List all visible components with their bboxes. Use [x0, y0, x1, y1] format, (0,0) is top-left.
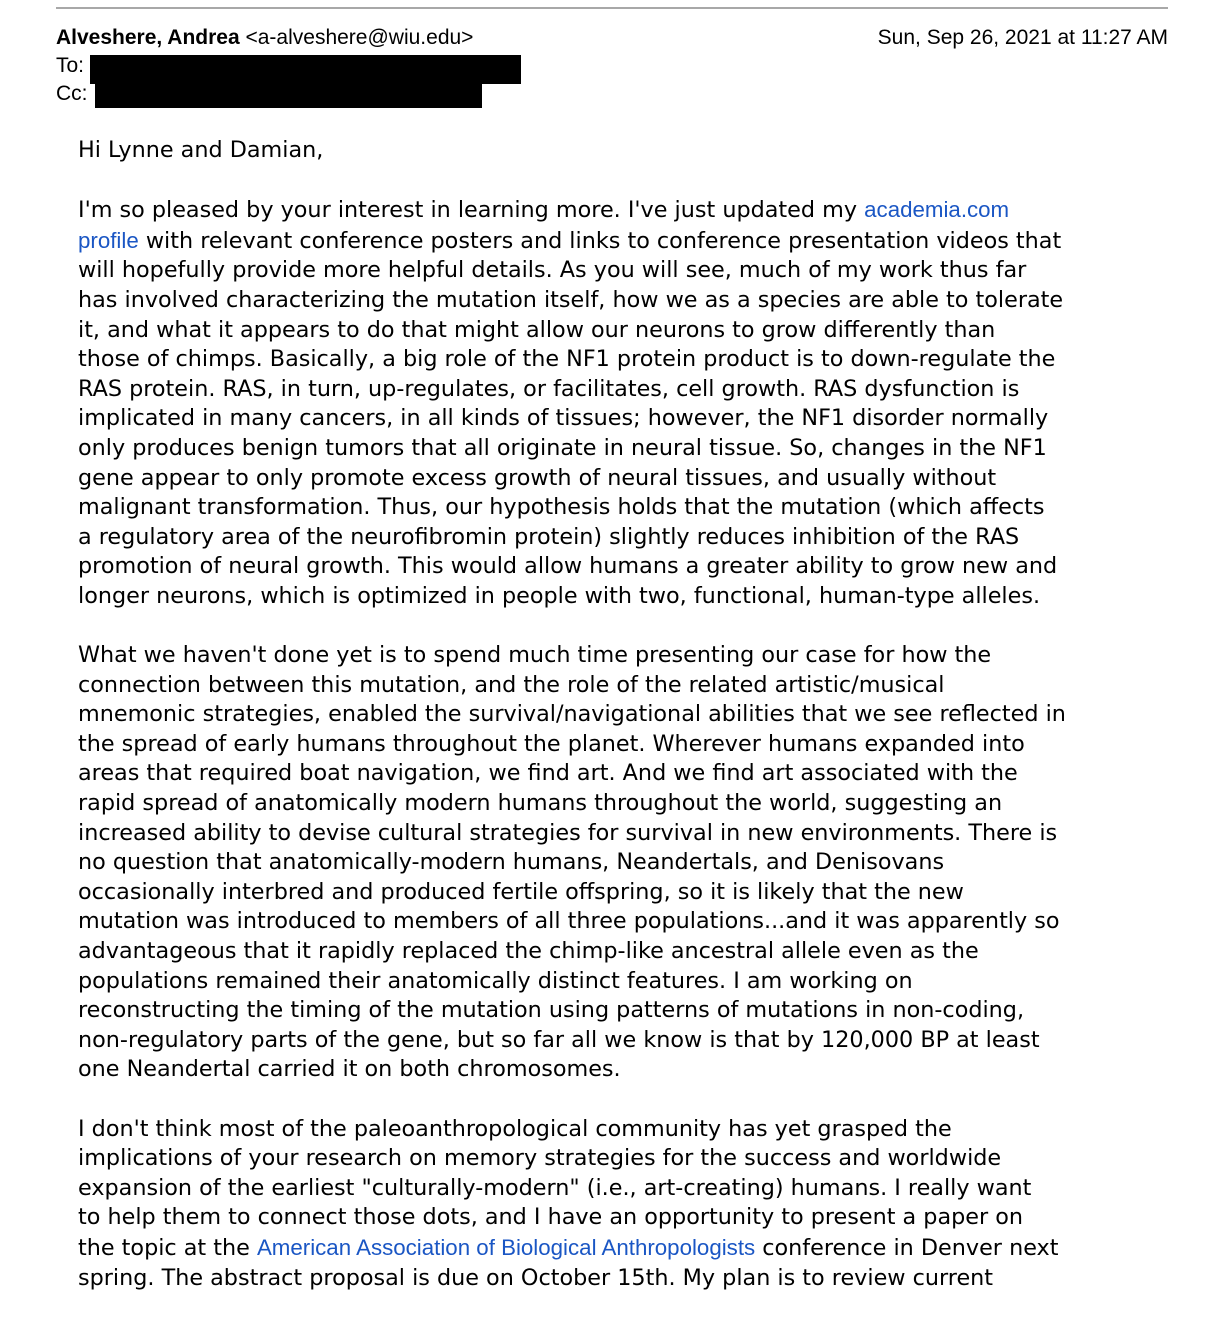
body-line: malignant transformation. Thus, our hypothesis holds that the mutation (which affects: [78, 494, 1045, 521]
academia-profile-link-cont[interactable]: profile: [78, 227, 139, 253]
greeting-line: Hi Lynne and Damian,: [78, 137, 324, 163]
body-line: to help them to connect those dots, and I have an opportunity to present a paper on: [78, 1204, 1024, 1231]
body-line: promotion of neural growth. This would allow humans a greater ability to grow new and: [78, 553, 1058, 580]
cc-label: Cc:: [56, 82, 88, 105]
from-row: [56, 24, 1168, 52]
body-line: the spread of early humans throughout the planet. Wherever humans expanded into: [78, 730, 1025, 757]
body-line: [78, 195, 1178, 226]
body-line: occasionally interbred and produced fertile offspring, so it is likely that the new: [78, 878, 964, 905]
body-line: What we haven't done yet is to spend much time presenting our case for how the: [78, 642, 992, 669]
redacted-recipient-cc: [95, 81, 482, 108]
body-line: it, and what it appears to do that might allow our neurons to grow differently than: [78, 316, 996, 343]
sender-name: Alveshere, Andrea: [56, 26, 240, 49]
body-line: will hopefully provide more helpful details. As you will see, much of my work thus far: [78, 257, 1027, 284]
body-line: connection between this mutation, and the role of the related artistic/musical: [78, 671, 945, 698]
body-text: the topic at the: [78, 1234, 257, 1261]
body-line: areas that required boat navigation, we find art. And we find art associated with the: [78, 760, 1018, 787]
body-line: non-regulatory parts of the gene, but so far all we know is that by 120,000 BP at least: [78, 1026, 1040, 1053]
body-line: I don't think most of the paleoanthropological community has yet grasped the: [78, 1115, 952, 1142]
paragraph-1: [78, 195, 1178, 611]
sender-email: <a-alveshere@wiu.edu>: [245, 26, 474, 49]
email-header: [56, 24, 1168, 108]
body-line: mnemonic strategies, enabled the survival/navigational abilities that we see reflected in: [78, 701, 1066, 728]
body-line: [78, 1233, 1178, 1264]
body-text: with relevant conference posters and links to conference presentation videos that: [138, 227, 1062, 254]
body-line: RAS protein. RAS, in turn, up-regulates, or facilitates, cell growth. RAS dysfunction is: [78, 375, 1020, 402]
body-line: mutation was introduced to members of all three populations...and it was apparently so: [78, 908, 1060, 935]
cc-row: [56, 80, 1168, 108]
academia-profile-link[interactable]: academia.com: [864, 197, 1010, 223]
email-body: [78, 136, 1178, 1323]
body-line: implications of your research on memory strategies for the success and worldwide: [78, 1145, 1002, 1172]
paragraph-3: [78, 1115, 1178, 1294]
body-line: longer neurons, which is optimized in people with two, functional, human-type alleles.: [78, 582, 1041, 609]
body-line: a regulatory area of the neurofibromin protein) slightly reduces inhibition of the RAS: [78, 523, 1020, 550]
body-line: increased ability to devise cultural strategies for survival in new environments. There is: [78, 819, 1058, 846]
body-text: I'm so pleased by your interest in learning more. I've just updated my: [78, 197, 865, 224]
top-divider: [56, 7, 1168, 9]
body-line: populations remained their anatomically distinct features. I am working on: [78, 967, 913, 994]
body-line: [78, 226, 1178, 257]
body-line: advantageous that it rapidly replaced the chimp-like ancestral allele even as the: [78, 938, 979, 965]
body-line: those of chimps. Basically, a big role of the NF1 protein product is to down-regulate the: [78, 346, 1056, 373]
body-line: implicated in many cancers, in all kinds of tissues; however, the NF1 disorder normally: [78, 405, 1049, 432]
to-label: To:: [56, 54, 85, 77]
body-line: has involved characterizing the mutation itself, how we as a species are able to tolerate: [78, 286, 1064, 313]
body-line: reconstructing the timing of the mutation using patterns of mutations in non-coding,: [78, 997, 1025, 1024]
body-line: one Neandertal carried it on both chromosomes.: [78, 1056, 621, 1083]
body-line: only produces benign tumors that all originate in neural tissue. So, changes in the NF1: [78, 434, 1047, 461]
aaba-link[interactable]: American Association of Biological Anthropologists: [256, 1234, 756, 1260]
paragraph-2: [78, 641, 1178, 1085]
body-text: conference in Denver next: [755, 1234, 1059, 1261]
body-line: expansion of the earliest "culturally-modern" (i.e., art-creating) humans. I really want: [78, 1174, 1032, 1201]
email-date: Sun, Sep 26, 2021 at 11:27 AM: [877, 26, 1168, 49]
greeting: [78, 136, 1178, 166]
body-line: rapid spread of anatomically modern humans throughout the world, suggesting an: [78, 790, 1003, 817]
body-line: gene appear to only promote excess growth of neural tissues, and usually without: [78, 464, 997, 491]
to-row: [56, 52, 1168, 80]
body-line: spring. The abstract proposal is due on October 15th. My plan is to review current: [78, 1264, 994, 1291]
body-line: no question that anatomically-modern humans, Neandertals, and Denisovans: [78, 849, 945, 876]
